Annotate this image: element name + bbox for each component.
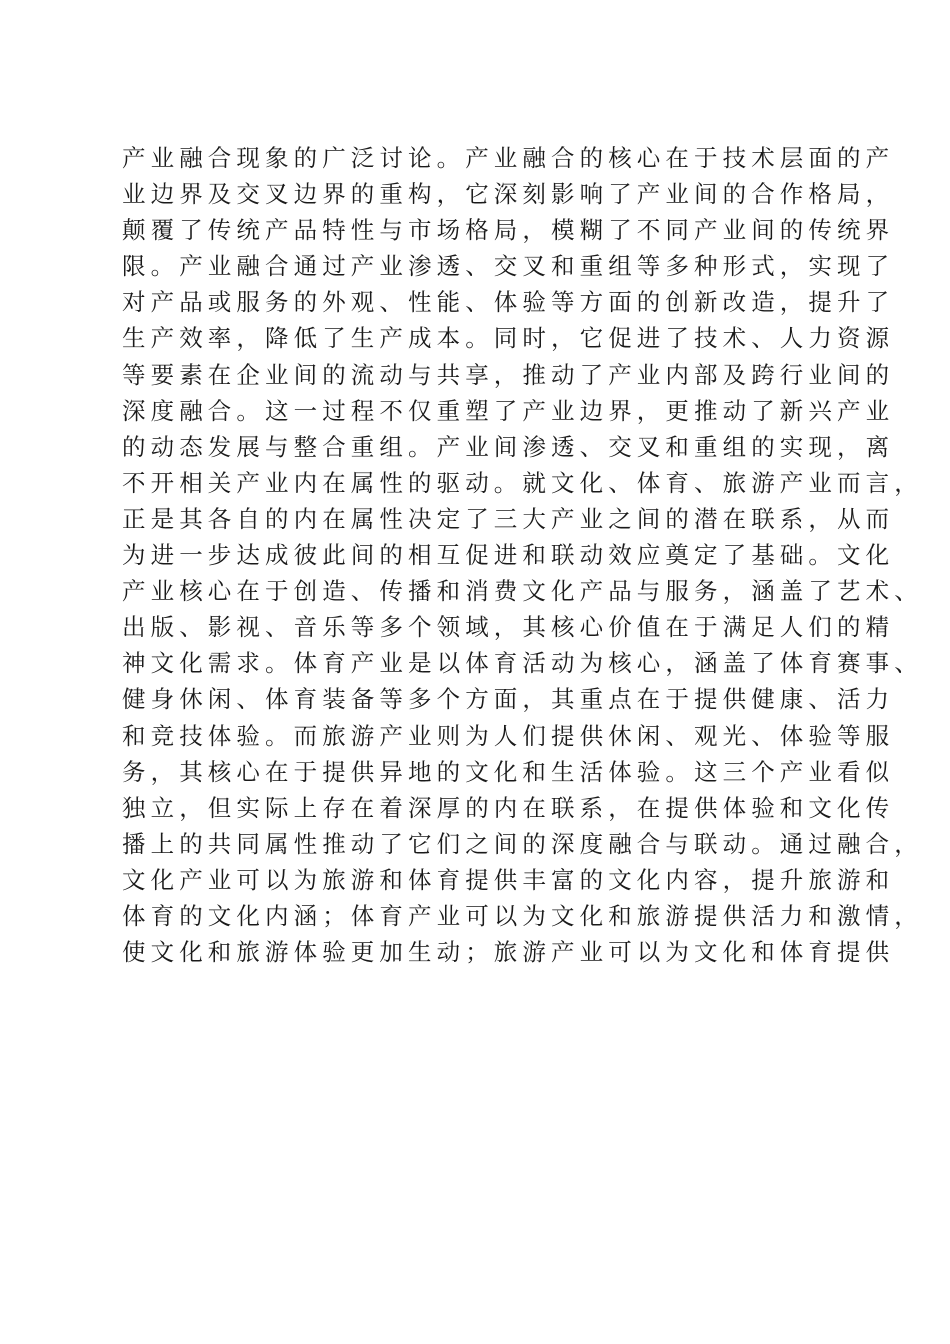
text-line: 限。产业融合通过产业渗透、交叉和重组等多种形式，实现了 xyxy=(122,252,895,281)
text-line: 不开相关产业内在属性的驱动。就文化、体育、旅游产业而言， xyxy=(122,468,923,497)
text-line: 体育的文化内涵；体育产业可以为文化和旅游提供活力和激情， xyxy=(122,901,923,930)
text-line: 颠覆了传统产品特性与市场格局，模糊了不同产业间的传统界 xyxy=(122,216,895,245)
text-line: 出版、影视、音乐等多个领域，其核心价值在于满足人们的精 xyxy=(122,613,895,642)
text-line: 正是其各自的内在属性决定了三大产业之间的潜在联系，从而 xyxy=(122,504,895,533)
text-line: 等要素在企业间的流动与共享，推动了产业内部及跨行业间的 xyxy=(122,360,895,389)
text-line: 播上的共同属性推动了它们之间的深度融合与联动。通过融合， xyxy=(122,829,923,858)
text-line: 务，其核心在于提供异地的文化和生活体验。这三个产业看似 xyxy=(122,757,895,786)
text-line: 业边界及交叉边界的重构，它深刻影响了产业间的合作格局， xyxy=(122,180,895,209)
text-line: 神文化需求。体育产业是以体育活动为核心，涵盖了体育赛事、 xyxy=(122,649,923,678)
text-line: 深度融合。这一过程不仅重塑了产业边界，更推动了新兴产业 xyxy=(122,396,895,425)
text-line: 为进一步达成彼此间的相互促进和联动效应奠定了基础。文化 xyxy=(122,541,895,570)
text-line: 独立，但实际上存在着深厚的内在联系，在提供体验和文化传 xyxy=(122,793,895,822)
text-line: 产业核心在于创造、传播和消费文化产品与服务，涵盖了艺术、 xyxy=(122,577,923,606)
text-line: 健身休闲、体育装备等多个方面，其重点在于提供健康、活力 xyxy=(122,685,895,714)
text-line: 对产品或服务的外观、性能、体验等方面的创新改造，提升了 xyxy=(122,288,895,317)
text-line: 使文化和旅游体验更加生动；旅游产业可以为文化和体育提供 xyxy=(122,938,895,967)
text-line: 的动态发展与整合重组。产业间渗透、交叉和重组的实现，离 xyxy=(122,432,895,461)
text-line: 产业融合现象的广泛讨论。产业融合的核心在于技术层面的产 xyxy=(122,144,895,172)
text-line: 生产效率，降低了生产成本。同时，它促进了技术、人力资源 xyxy=(122,324,895,353)
text-line: 和竞技体验。而旅游产业则为人们提供休闲、观光、体验等服 xyxy=(122,721,895,750)
body-paragraph xyxy=(122,140,923,970)
text-line: 文化产业可以为旅游和体育提供丰富的文化内容，提升旅游和 xyxy=(122,865,895,894)
